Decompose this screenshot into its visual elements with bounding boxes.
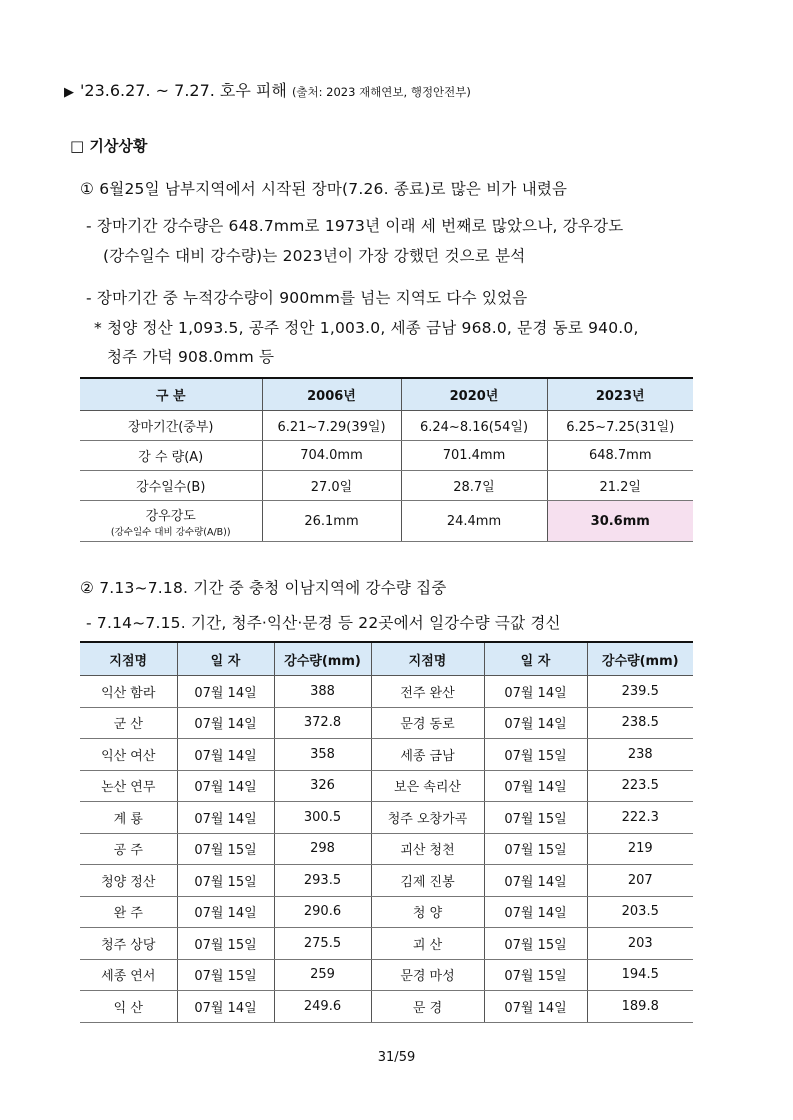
triangle-bullet-icon: ▶ xyxy=(64,85,74,100)
table-cell: 계 룡 xyxy=(80,802,177,834)
table-row xyxy=(80,770,693,802)
table-cell: 239.5 xyxy=(587,676,693,708)
table-cell: 219 xyxy=(587,833,693,865)
table-cell: 238.5 xyxy=(587,707,693,739)
table-cell: 290.6 xyxy=(274,896,371,928)
column-header: 일 자 xyxy=(484,642,587,676)
table-cell: 청주 오창가곡 xyxy=(371,802,484,834)
table-cell: 청 양 xyxy=(371,896,484,928)
table-cell: 보은 속리산 xyxy=(371,770,484,802)
table-cell: 203.5 xyxy=(587,896,693,928)
table-cell: 07월 14일 xyxy=(177,991,274,1023)
table-cell: 388 xyxy=(274,676,371,708)
table-cell: 익산 함라 xyxy=(80,676,177,708)
table-cell: 07월 14일 xyxy=(177,896,274,928)
table-cell: 07월 15일 xyxy=(177,865,274,897)
table-cell: 공 주 xyxy=(80,833,177,865)
table-cell: 세종 금남 xyxy=(371,739,484,771)
table-row xyxy=(80,739,693,771)
column-header: 일 자 xyxy=(177,642,274,676)
table-cell: 문 경 xyxy=(371,991,484,1023)
table-cell: 07월 14일 xyxy=(484,865,587,897)
table-row xyxy=(80,833,693,865)
heading-title: '23.6.27. ~ 7.27. 호우 피해 xyxy=(80,81,287,100)
table-row xyxy=(80,411,693,441)
table-cell: 07월 15일 xyxy=(177,928,274,960)
table-cell: 07월 15일 xyxy=(484,833,587,865)
table-cell: 326 xyxy=(274,770,371,802)
daily-rainfall-record-table xyxy=(80,641,693,1023)
table-cell: 논산 연무 xyxy=(80,770,177,802)
heading-source: (출처: 2023 재해연보, 행정안전부) xyxy=(291,85,471,99)
table-row xyxy=(80,896,693,928)
table-cell: 372.8 xyxy=(274,707,371,739)
table-cell: 강수일수(B) xyxy=(80,471,262,501)
table-cell: 648.7mm xyxy=(547,441,693,471)
table-cell: 전주 완산 xyxy=(371,676,484,708)
table-cell: 26.1mm xyxy=(262,501,401,542)
table-cell: 괴산 청천 xyxy=(371,833,484,865)
table-cell: 222.3 xyxy=(587,802,693,834)
table-row xyxy=(80,865,693,897)
table-row xyxy=(80,928,693,960)
table-cell: 24.4mm xyxy=(401,501,547,542)
table-cell: 김제 진봉 xyxy=(371,865,484,897)
section-title: □ 기상상황 xyxy=(70,137,148,155)
row-label: 강우강도 xyxy=(145,508,196,524)
table-cell: 300.5 xyxy=(274,802,371,834)
table-cell: 07월 15일 xyxy=(484,959,587,991)
table-cell: 298 xyxy=(274,833,371,865)
column-header: 강수량(mm) xyxy=(274,642,371,676)
table-cell xyxy=(80,501,262,542)
table-cell: 07월 14일 xyxy=(484,676,587,708)
table-cell: 07월 15일 xyxy=(484,739,587,771)
column-header: 2006년 xyxy=(262,378,401,411)
table-cell: 6.25~7.25(31일) xyxy=(547,411,693,441)
table-cell: 293.5 xyxy=(274,865,371,897)
table-cell: 6.21~7.29(39일) xyxy=(262,411,401,441)
table-cell: 21.2일 xyxy=(547,471,693,501)
highlighted-cell: 30.6mm xyxy=(547,501,693,542)
column-header: 강수량(mm) xyxy=(587,642,693,676)
table-cell: 완 주 xyxy=(80,896,177,928)
table-cell: 07월 14일 xyxy=(177,707,274,739)
column-header: 2020년 xyxy=(401,378,547,411)
table-cell: 익산 여산 xyxy=(80,739,177,771)
table-cell: 강 수 량(A) xyxy=(80,441,262,471)
table-row xyxy=(80,441,693,471)
table-row xyxy=(80,501,693,542)
paragraph-8: - 7.14~7.15. 기간, 청주·익산·문경 등 22곳에서 일강수량 극값 경신 xyxy=(86,614,561,632)
table-cell: 358 xyxy=(274,739,371,771)
table-cell: 701.4mm xyxy=(401,441,547,471)
table-cell: 문경 마성 xyxy=(371,959,484,991)
table-cell: 세종 연서 xyxy=(80,959,177,991)
table-cell: 275.5 xyxy=(274,928,371,960)
table-cell: 6.24~8.16(54일) xyxy=(401,411,547,441)
table-header-row xyxy=(80,642,693,676)
table-cell: 28.7일 xyxy=(401,471,547,501)
paragraph-2: - 장마기간 강수량은 648.7mm로 1973년 이래 세 번째로 많았으나, 강우강도 xyxy=(86,217,624,235)
table-row xyxy=(80,707,693,739)
table-cell: 704.0mm xyxy=(262,441,401,471)
table-row xyxy=(80,676,693,708)
column-header: 지점명 xyxy=(371,642,484,676)
column-header: 2023년 xyxy=(547,378,693,411)
paragraph-7: ② 7.13~7.18. 기간 중 충청 이남지역에 강수량 집중 xyxy=(80,579,447,597)
table-cell: 07월 15일 xyxy=(177,833,274,865)
table-cell: 07월 14일 xyxy=(177,739,274,771)
table-cell: 07월 15일 xyxy=(177,959,274,991)
table-cell: 207 xyxy=(587,865,693,897)
table-cell: 223.5 xyxy=(587,770,693,802)
page-number: 31/59 xyxy=(377,1050,416,1065)
table-row xyxy=(80,471,693,501)
table-cell: 익 산 xyxy=(80,991,177,1023)
table-cell: 07월 15일 xyxy=(484,802,587,834)
paragraph-4: - 장마기간 중 누적강수량이 900mm를 넘는 지역도 다수 있었음 xyxy=(86,289,528,307)
paragraph-3: (강수일수 대비 강수량)는 2023년이 가장 강했던 것으로 분석 xyxy=(103,247,526,265)
table-cell: 07월 14일 xyxy=(484,707,587,739)
page-heading xyxy=(64,78,471,101)
table-cell: 괴 산 xyxy=(371,928,484,960)
table-cell: 203 xyxy=(587,928,693,960)
table-cell: 청주 상당 xyxy=(80,928,177,960)
table-cell: 07월 14일 xyxy=(484,896,587,928)
table-cell: 청양 정산 xyxy=(80,865,177,897)
table-cell: 문경 동로 xyxy=(371,707,484,739)
column-header: 구 분 xyxy=(80,378,262,411)
table-cell: 07월 14일 xyxy=(177,802,274,834)
table-header-row xyxy=(80,378,693,411)
table-cell: 259 xyxy=(274,959,371,991)
paragraph-1: ① 6월25일 남부지역에서 시작된 장마(7.26. 종료)로 많은 비가 내렸음 xyxy=(80,180,568,198)
table-cell: 27.0일 xyxy=(262,471,401,501)
rainy-season-comparison-table xyxy=(80,377,693,542)
table-cell: 군 산 xyxy=(80,707,177,739)
table-row xyxy=(80,802,693,834)
column-header: 지점명 xyxy=(80,642,177,676)
table-cell: 장마기간(중부) xyxy=(80,411,262,441)
table-cell: 249.6 xyxy=(274,991,371,1023)
table-cell: 238 xyxy=(587,739,693,771)
paragraph-5: * 청양 정산 1,093.5, 공주 정안 1,003.0, 세종 금남 968.0, 문경 동로 940.0, xyxy=(94,319,639,337)
row-sublabel: (강수일수 대비 강수량(A/B)) xyxy=(110,526,231,538)
table-cell: 07월 15일 xyxy=(484,928,587,960)
paragraph-6: 청주 가덕 908.0mm 등 xyxy=(107,348,275,366)
table-cell: 07월 14일 xyxy=(484,991,587,1023)
table-cell: 07월 14일 xyxy=(484,770,587,802)
table-cell: 07월 14일 xyxy=(177,676,274,708)
table-cell: 189.8 xyxy=(587,991,693,1023)
table-cell: 07월 14일 xyxy=(177,770,274,802)
table-row xyxy=(80,991,693,1023)
table-cell: 194.5 xyxy=(587,959,693,991)
table-row xyxy=(80,959,693,991)
